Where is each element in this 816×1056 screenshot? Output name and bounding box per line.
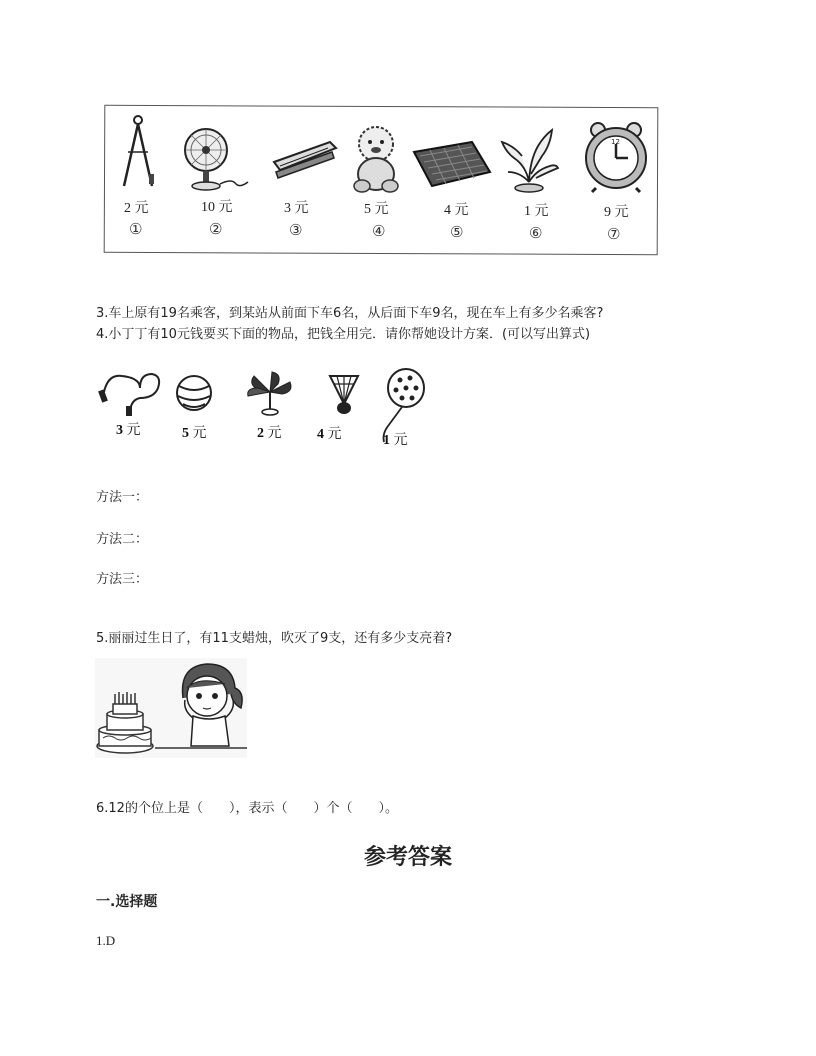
question-6: 6.12的个位上是（ ），表示（ ）个（ ）。 bbox=[96, 801, 398, 816]
item-price: 10 元 bbox=[201, 200, 233, 215]
pinwheel-icon bbox=[244, 370, 296, 416]
question-5: 5.丽丽过生日了，有11支蜡烛，吹灭了9支，还有多少支亮着? bbox=[96, 631, 453, 646]
item-number: ⑥ bbox=[529, 224, 543, 242]
item-price: 5 元 bbox=[364, 202, 389, 217]
fan-icon bbox=[180, 126, 250, 192]
question-4: 4.小丁丁有10元钱要买下面的物品，把钱全用完．请你帮她设计方案．(可以写出算式) bbox=[96, 327, 591, 342]
item-price: 3 元 bbox=[284, 201, 309, 216]
item-number: ② bbox=[209, 220, 223, 238]
item-number: ⑦ bbox=[607, 225, 621, 243]
method-1-label: 方法一： bbox=[96, 490, 149, 505]
item-number: ③ bbox=[289, 221, 303, 239]
item-price: 2 元 bbox=[124, 201, 149, 216]
toy-price: 1 元 bbox=[383, 433, 408, 448]
toy-price: 4 元 bbox=[317, 427, 342, 442]
item-price: 1 元 bbox=[524, 204, 549, 219]
plant-icon bbox=[500, 126, 558, 194]
jump-rope-icon bbox=[100, 368, 164, 416]
toy-price: 5 元 bbox=[182, 426, 207, 441]
compass-icon bbox=[118, 112, 158, 190]
answer-1: 1.D bbox=[96, 933, 116, 948]
pencil-case-icon bbox=[410, 138, 494, 190]
item-price: 4 元 bbox=[444, 203, 469, 218]
birthday-illustration bbox=[95, 658, 247, 758]
item-number: ④ bbox=[372, 222, 386, 240]
answers-section-heading: 一.选择题 bbox=[96, 894, 158, 910]
svg-text:12: 12 bbox=[611, 138, 620, 146]
item-number: ⑤ bbox=[450, 223, 464, 241]
question-3: 3.车上原有19名乘客，到某站从前面下车6名，从后面下车9名，现在车上有多少名乘客? bbox=[96, 306, 604, 321]
item-number: ① bbox=[129, 220, 143, 238]
item-price: 9 元 bbox=[604, 205, 629, 220]
teddy-bear-icon bbox=[350, 124, 402, 194]
shuttlecock-icon bbox=[322, 370, 366, 416]
ball-icon bbox=[175, 374, 213, 412]
toy-price: 2 元 bbox=[257, 426, 282, 441]
method-2-label: 方法二： bbox=[96, 532, 149, 547]
stapler-icon bbox=[270, 136, 340, 182]
answers-title: 参考答案 bbox=[363, 844, 452, 870]
alarm-clock-icon bbox=[582, 122, 650, 192]
method-3-label: 方法三： bbox=[96, 572, 149, 587]
toy-price: 3 元 bbox=[116, 423, 141, 438]
